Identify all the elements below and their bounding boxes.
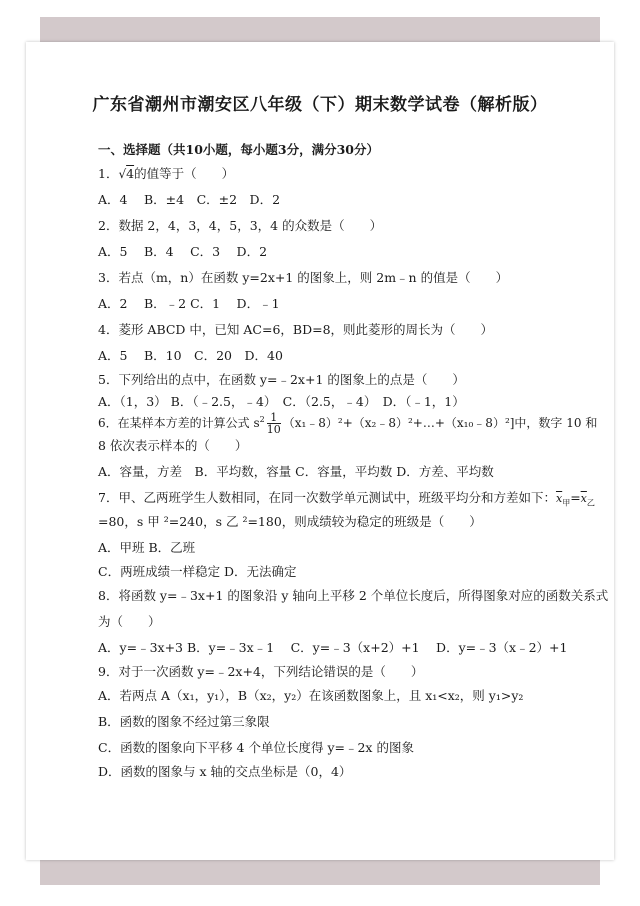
question-2: 2．数据 2，4，3，4，5，3，4 的众数是（ ） [98, 218, 383, 233]
q7-option-cd: C．两班成绩一样稳定 D．无法确定 [98, 564, 297, 579]
q5-options: A．（1，3） B．（﹣2.5，﹣4） C．（2.5，﹣4） D．（﹣1，1） [98, 394, 465, 409]
xbar-jia-sub: 甲 [562, 498, 571, 508]
q4-options: A．5 B．10 C．20 D．40 [98, 348, 283, 363]
fraction-numerator: 1 [267, 412, 281, 424]
question-4: 4．菱形 ABCD 中，已知 AC=6，BD=8，则此菱形的周长为（ ） [98, 322, 494, 337]
q8-options: A．y=﹣3x+3 B．y=﹣3x﹣1 C．y=﹣3（x+2）+1 D．y=﹣3（x﹣2）+1 [98, 640, 568, 655]
fraction-denominator: 10 [266, 423, 281, 436]
q9-option-a: A．若两点 A（x₁，y₁），B（x₂，y₂）在该函数图象上，且 x₁<x₂，则 y₁>y₂ [98, 688, 524, 703]
q1-text: 的值等于（ ） [134, 166, 235, 181]
q6-part2: （x₁﹣8）²+（x₂﹣8）²+…+（x₁₀﹣8）²]中，数字 10 和 [282, 416, 598, 430]
q6-part1: 6．在某样本方差的计算公式 s [98, 416, 260, 430]
question-1 [98, 166, 234, 182]
q1-radicand: 4 [126, 166, 135, 181]
q9-option-b: B．函数的图象不经过第三象限 [98, 714, 270, 729]
xbar-yi: $\overline{x}$ [580, 492, 587, 505]
q6-line2: 8 依次表示样本的（ ） [98, 438, 248, 453]
sqrt-symbol: √ [118, 167, 127, 181]
fraction [267, 412, 281, 435]
q7-eq: = [570, 490, 581, 505]
question-9: 9．对于一次函数 y=﹣2x+4，下列结论错误的是（ ） [98, 664, 424, 679]
question-8: 8．将函数 y=﹣3x+1 的图象沿 y 轴向上平移 2 个单位长度后，所得图象对应的函数关系式 [98, 588, 609, 603]
page-title: 广东省潮州市潮安区八年级（下）期末数学试卷（解析版） [92, 95, 548, 115]
q1-options: A．4 B．±4 C．±2 D．2 [98, 192, 281, 207]
question-5: 5．下列给出的点中，在函数 y=﹣2x+1 的图象上的点是（ ） [98, 372, 465, 387]
q7-line2: =80，s 甲 ²=240，s 乙 ²=180，则成绩较为稳定的班级是（ ） [98, 514, 482, 529]
q3-options: A．2 B．﹣2 C．1 D．﹣1 [98, 296, 280, 311]
q7-option-ab: A．甲班 B．乙班 [98, 540, 196, 555]
q9-option-c: C．函数的图象向下平移 4 个单位长度得 y=﹣2x 的图象 [98, 740, 414, 755]
q6-options: A．容量，方差 B．平均数，容量 C．容量，平均数 D．方差、平均数 [98, 464, 494, 479]
exam-paper [26, 42, 614, 860]
question-7 [98, 490, 595, 512]
q1-prefix: 1． [98, 166, 119, 181]
q7-line1: 7．甲、乙两班学生人数相同，在同一次数学单元测试中，班级平均分和方差如下： [98, 490, 556, 505]
question-3: 3．若点（m，n）在函数 y=2x+1 的图象上，则 2m﹣n 的值是（ ） [98, 270, 509, 285]
xbar-jia: $\overline{x}$ [555, 492, 563, 505]
q9-option-d: D．函数的图象与 x 轴的交点坐标是（0，4） [98, 764, 352, 779]
xbar-yi-sub: 乙 [586, 498, 595, 508]
section-heading: 一、选择题（共10小题，每小题3分，满分30分） [98, 142, 379, 157]
question-6: 6．在某样本方差的计算公式 $s^2$ $\frac{1}{10}$ （x₁﹣8）²+（x₂﹣8）²+…+（x₁₀﹣8）²]中，数字 10 和 [98, 411, 598, 436]
q8-line2: 为（ ） [98, 614, 161, 629]
q2-options: A．5 B．4 C．3 D．2 [98, 244, 268, 259]
